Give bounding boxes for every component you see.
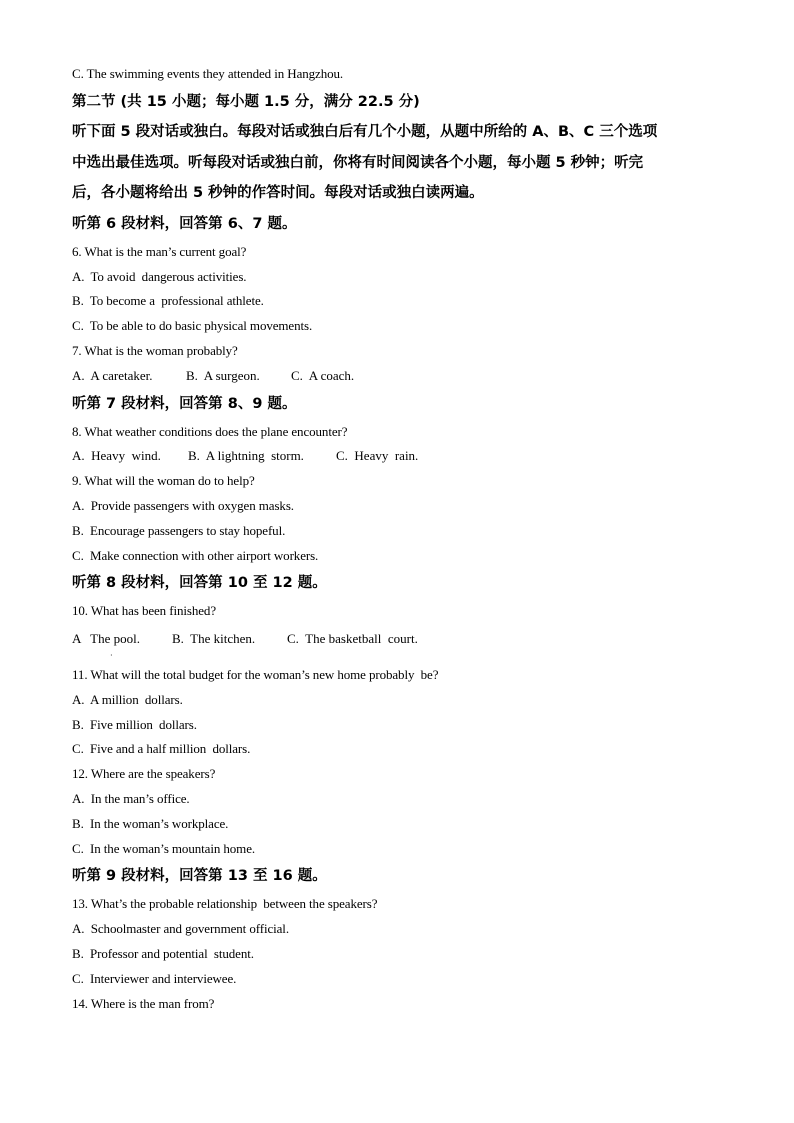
q7-option-c: C. A coach. xyxy=(291,367,355,383)
q13-option-b: B. Professor and potential student. xyxy=(72,945,254,961)
q13-option-a: A. Schoolmaster and government official. xyxy=(72,921,289,937)
stray-dot: · xyxy=(110,650,113,660)
q6-option-a: A. To avoid dangerous activities. xyxy=(72,268,247,284)
q12-option-b: B. In the woman’s workplace. xyxy=(72,815,229,831)
q11-option-b: B. Five million dollars. xyxy=(72,716,197,732)
exam-page xyxy=(72,62,732,1016)
instructions-line-3: 后，各小题将给出 5 秒钟的作答时间。每段对话或独白读两遍。 xyxy=(72,185,484,202)
q10-option-a: A The pool. xyxy=(72,631,141,647)
q6-option-b: B. To become a professional athlete. xyxy=(72,293,264,309)
q8-options xyxy=(72,444,732,469)
q11-option-c: C. Five and a half million dollars. xyxy=(72,741,251,757)
group-header-8: 听第 8 段材料，回答第 10 至 12 题。 xyxy=(72,575,327,592)
q8-option-b: B. A lightning storm. xyxy=(188,448,304,464)
question-7: 7. What is the woman probably? xyxy=(72,342,238,358)
q9-option-c: C. Make connection with other airport workers. xyxy=(72,547,319,563)
question-12: 12. Where are the speakers? xyxy=(72,766,216,782)
question-9: 9. What will the woman do to help? xyxy=(72,473,255,489)
previous-option-c: C. The swimming events they attended in Hangzhou. xyxy=(72,66,344,81)
q9-option-a: A. Provide passengers with oxygen masks. xyxy=(72,497,294,513)
q8-option-a: A. Heavy wind. xyxy=(72,448,161,464)
q10-options xyxy=(72,627,732,652)
q11-option-a: A. A million dollars. xyxy=(72,691,183,707)
q6-option-c: C. To be able to do basic physical movements. xyxy=(72,318,313,334)
question-6: 6. What is the man’s current goal? xyxy=(72,243,247,259)
q12-option-a: A. In the man’s office. xyxy=(72,790,190,806)
q9-option-b: B. Encourage passengers to stay hopeful. xyxy=(72,522,286,538)
q10-option-c: C. The basketball court. xyxy=(287,631,418,647)
section-heading: 第二节 (共 15 小题；每小题 1.5 分，满分 22.5 分) xyxy=(72,93,420,110)
q13-option-c: C. Interviewer and interviewee. xyxy=(72,970,237,986)
question-10: 10. What has been finished? xyxy=(72,603,216,619)
question-8: 8. What weather conditions does the plane encounter? xyxy=(72,423,348,439)
q12-option-c: C. In the woman’s mountain home. xyxy=(72,840,256,856)
q8-option-c: C. Heavy rain. xyxy=(336,448,419,464)
q10-option-b: B. The kitchen. xyxy=(172,631,256,647)
q7-option-b: B. A surgeon. xyxy=(186,367,260,383)
group-header-6: 听第 6 段材料，回答第 6、7 题。 xyxy=(72,215,297,232)
question-13: 13. What’s the probable relationship between the speakers? xyxy=(72,896,378,912)
group-header-9: 听第 9 段材料，回答第 13 至 16 题。 xyxy=(72,868,327,885)
q7-options xyxy=(72,364,732,389)
q7-option-a: A. A caretaker. xyxy=(72,367,153,383)
instructions-line-1: 听下面 5 段对话或独白。每段对话或独白后有几个小题，从题中所给的 A、B、C 三个选项 xyxy=(72,124,658,141)
question-14: 14. Where is the man from? xyxy=(72,995,215,1011)
question-11: 11. What will the total budget for the woman’s new home probably be? xyxy=(72,666,439,682)
instructions-line-2: 中选出最佳选项。听每段对话或独白前，你将有时间阅读各个小题，每小题 5 秒钟；听完 xyxy=(72,154,644,171)
group-header-7: 听第 7 段材料，回答第 8、9 题。 xyxy=(72,395,297,412)
